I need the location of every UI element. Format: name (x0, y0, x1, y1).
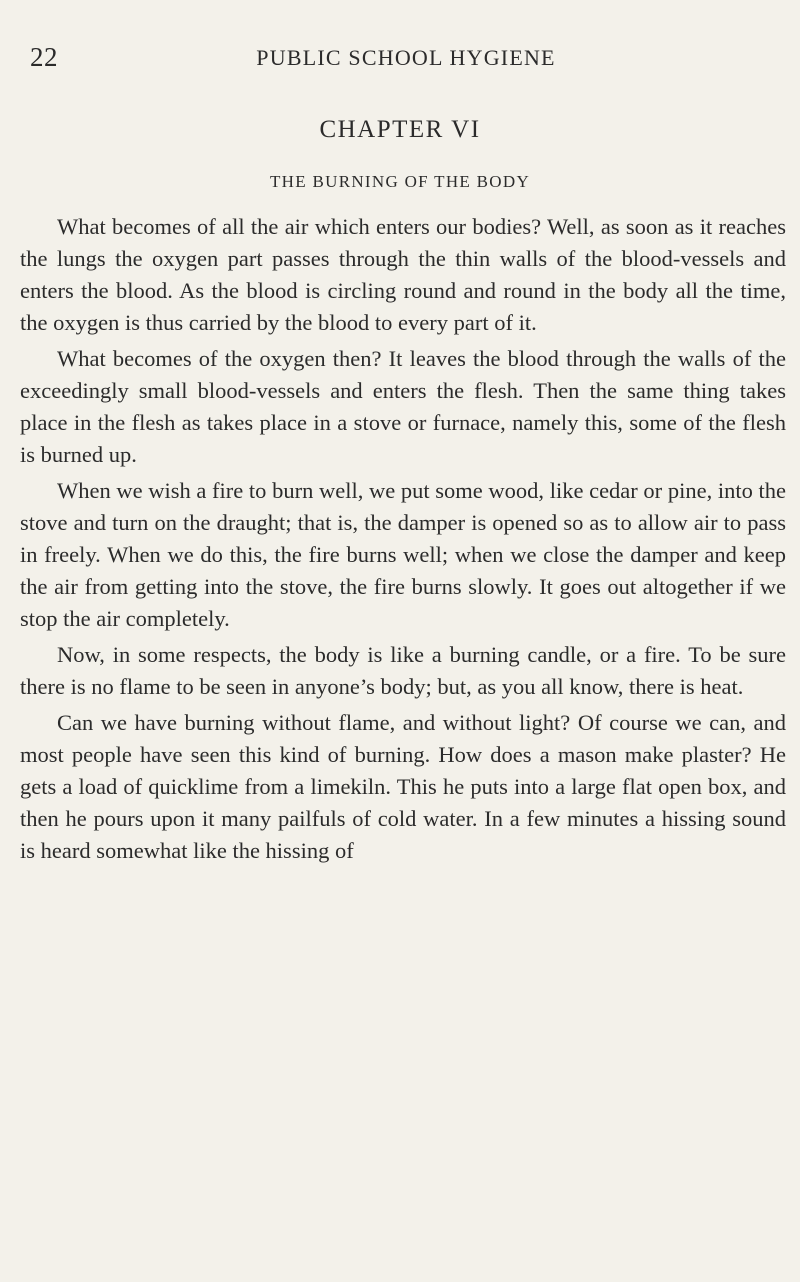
page-number: 22 (30, 42, 58, 72)
body-text (20, 211, 786, 867)
paragraph: Now, in some respects, the body is like a burning candle, or a fire. To be sure there is no flame to be seen in anyone’s body; but, as you all know, there is heat. (20, 642, 786, 699)
running-head (30, 42, 782, 82)
chapter-heading: CHAPTER VI (319, 116, 481, 143)
paragraph: Can we have burning without flame, and without light? Of course we can, and most people have seen this kind of burning. How does a mason make plaster? He gets a load of quicklime from a limekiln. This he puts into a large flat open box, and then he pours upon it many pailfuls of cold water. In a few minutes a hissing sound is heard somewhat like the hissing of (20, 710, 786, 863)
running-title: PUBLIC SCHOOL HYGIENE (256, 45, 556, 70)
paragraph: What becomes of the oxygen then? It leaves the blood through the walls of the exceedingly small blood-vessels and enters the flesh. Then the same thing takes place in the flesh as takes place in a stove or furnace, namely this, some of the flesh is burned up. (20, 346, 786, 467)
chapter-subtitle: THE BURNING OF THE BODY (269, 172, 531, 191)
paragraph: What becomes of all the air which enters our bodies? Well, as soon as it reaches the lungs the oxygen part passes through the thin walls of the blood-vessels and enters the blood. As the blood is circling round and round in the body all the time, the oxygen is thus carried by the blood to every part of it. (20, 214, 786, 335)
paragraph: When we wish a fire to burn well, we put some wood, like cedar or pine, into the stove and turn on the draught; that is, the damper is opened so as to allow air to pass in freely. When we do this, the fire burns well; when we close the damper and keep the air from getting into the stove, the fire burns slowly. It goes out altogether if we stop the air completely. (20, 478, 786, 631)
